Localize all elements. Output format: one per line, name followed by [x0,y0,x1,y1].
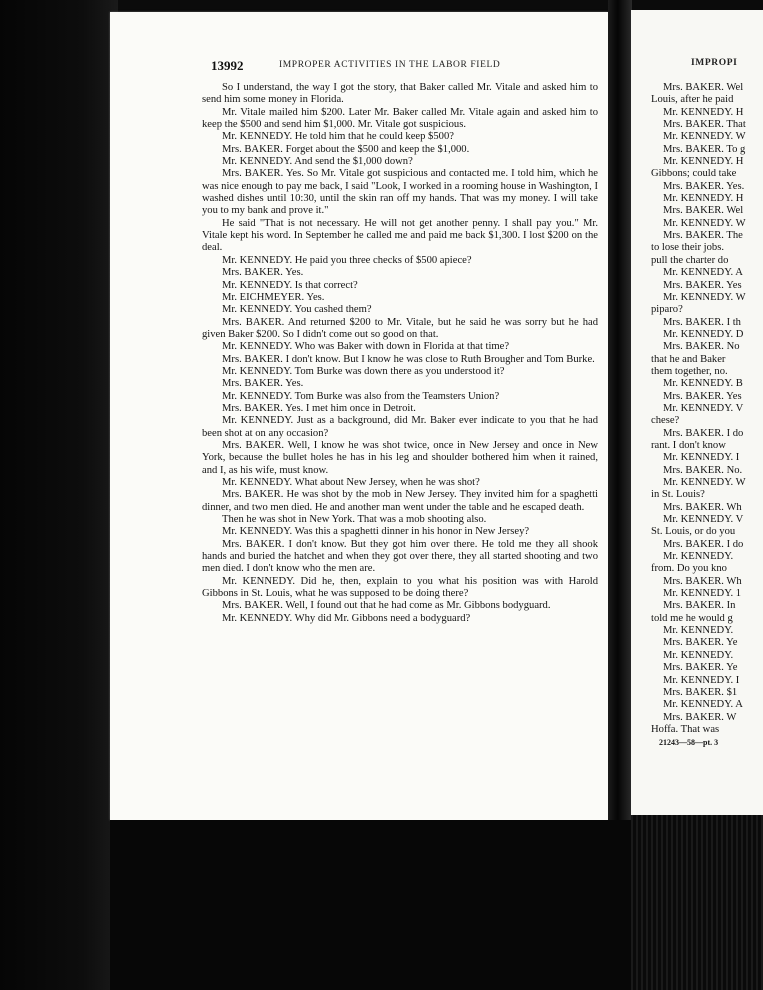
paragraph: Mr. KENNEDY. Tom Burke was down there as you understood it? [222,365,505,377]
paragraph: Mr. Vitale mailed him $200. Later Mr. Baker called Mr. Vitale again and asked him to keep the $500 and send him $1,000. Mr. Vitale got suspicious. [202,106,598,131]
paragraph: Mrs. BAKER. Forget about the $500 and keep the $1,000. [222,143,470,155]
text-line: Mr. KENNEDY. W [663,217,746,229]
text-line: to lose their jobs. [651,242,724,254]
paragraph: Mr. KENNEDY. Just as a background, did Mr. Baker ever indicate to you that he had been shot at on any occasion? [202,415,598,439]
paragraph: Mr. KENNEDY. He told him that he could keep $500? [222,131,454,143]
paragraph: Mr. KENNEDY. Is that correct? [222,279,358,291]
left-page-header [211,58,601,76]
paragraph: Mrs. BAKER. Yes. [222,378,304,390]
text-line: Mrs. BAKER. To g [663,143,746,155]
text-line: Mrs. BAKER. Wh [663,575,742,587]
paragraph: Mrs. BAKER. I don't know. But I know he was close to Ruth Brougher and Tom Burke. [222,353,595,365]
text-line: Mrs. BAKER. Yes. [663,180,745,192]
paragraph: Mrs. BAKER. I don't know. But they got him over there. He told me they all shook hands and buried the hatchet and when they got over there, they all started shooting and two men died. I don't know who the men are. [202,538,598,575]
paragraph: Mr. KENNEDY. Who was Baker with down in Florida at that time? [222,341,510,353]
text-line: chese? [651,415,680,427]
text-line: Mrs. BAKER. In [663,600,736,612]
paragraph: Mrs. BAKER. Yes. So Mr. Vitale got suspicious and contacted me. I told him, which he was nice enough to pay me back, I said "Look, I worked in a rooming house in Washington, I washed dishes until 10:30, until the skin ran off my hands. That was my money. I will take you to my bank and prove it." [202,168,598,217]
text-line: Mrs. BAKER. $1 [663,686,738,698]
text-line: Mrs. BAKER. Yes [663,390,742,402]
text-line: Mr. KENNEDY. [663,649,734,661]
paragraph: He said "That is not necessary. He will not get another penny. I shall pay you." Mr. Vitale kept his word. In September he called me and paid me back $1,300. I lost $200 on the deal. [202,217,598,254]
text-line: Mr. KENNEDY. B [663,378,743,390]
text-line: Mr. KENNEDY. W [663,477,746,488]
paragraph: Mrs. BAKER. Yes. [222,267,304,279]
text-line: Mrs. BAKER. Wel [663,205,744,217]
text-line: Mrs. BAKER. The [663,230,743,242]
paragraph: Mr. KENNEDY. He paid you three checks of $500 apiece? [222,254,472,266]
text-line: Mr. KENNEDY. I [663,674,740,686]
paragraph: So I understand, the way I got the story, that Baker called Mr. Vitale and asked him to send him some money in Florida. [202,82,598,106]
paragraph: Mrs. BAKER. Yes. I met him once in Detroit. [222,402,416,414]
paragraph: Mrs. BAKER. He was shot by the mob in New Jersey. They invited him for a spaghetti dinner, and two men died. He and another man went under the table and he escaped death. [202,489,598,513]
paragraph: Mr. KENNEDY. Did he, then, explain to you what his position was with Harold Gibbons in St. Louis, what he was supposed to be doing there? [202,575,598,600]
text-line: Mr. KENNEDY. A [663,267,743,279]
text-line: Mr. KENNEDY. D [663,328,744,340]
text-line: Mr. KENNEDY. A [663,699,743,711]
text-line: Mrs. BAKER. W [663,711,737,723]
scanner-edge-left [0,0,118,990]
text-line: Mr. KENNEDY. H [663,106,744,118]
text-line: Mrs. BAKER. Ye [663,637,738,649]
text-line: Mr. KENNEDY. W [663,131,746,143]
running-title: IMPROPER ACTIVITIES IN THE LABOR FIELD [279,60,501,70]
text-line: Mr. KENNEDY. [663,551,734,563]
paragraph: Mr. KENNEDY. Tom Burke was also from the Teamsters Union? [222,390,500,402]
page-number: 13992 [211,58,244,73]
text-line: Mr. KENNEDY. 1 [663,588,742,600]
paragraph: Mr. KENNEDY. You cashed them? [222,304,372,316]
text-line: rant. I don't know [651,439,726,451]
text-line: Mrs. BAKER. Ye [663,662,738,674]
text-line: Mr. KENNEDY. I [663,452,740,464]
text-line: Mrs. BAKER. Wel [663,82,744,93]
text-line: Gibbons; could take [651,168,737,180]
left-page-body [202,82,598,625]
text-line: in St. Louis? [651,489,705,501]
text-line: Mrs. BAKER. I do [663,538,744,550]
text-line: Hoffa. That was [651,723,720,735]
text-line: piparo? [651,304,683,316]
text-line: Mrs. BAKER. That [663,119,746,131]
page-footer-code: 21243—58—pt. 3 [659,738,719,748]
text-line: Mrs. BAKER. Yes [663,279,742,291]
text-line: Mrs. BAKER. I th [663,316,741,328]
text-line: Mr. KENNEDY. H [663,156,744,168]
text-line: pull the charter do [651,254,729,266]
text-line: told me he would g [651,612,733,624]
paragraph: Mrs. BAKER. And returned $200 to Mr. Vitale, but he said he was sorry but he had given Baker $200. So I didn't come out so good on that. [202,316,598,340]
text-line: Mr. KENNEDY. H [663,193,744,205]
paragraph: Then he was shot in New York. That was a mob shooting also. [222,514,487,526]
right-page-body [651,82,763,750]
text-line: Mr. KENNEDY. W [663,291,746,303]
paragraph: Mr. KENNEDY. Was this a spaghetti dinner in his honor in New Jersey? [222,526,530,538]
text-line: Louis, after he paid [651,94,734,106]
paragraph: Mrs. BAKER. Well, I know he was shot twice, once in New Jersey and once in New York, because the bullet holes he has in his leg and shoulder bothered him when it rained, and I, as his wife, must know. [202,439,598,476]
right-page-running-title: IMPROPI [691,58,738,68]
text-line: Mr. KENNEDY. V [663,514,744,526]
text-line: from. Do you kno [651,563,727,575]
text-line: St. Louis, or do you [651,526,736,538]
text-line: Mrs. BAKER. Wh [663,501,742,513]
paragraph: Mr. KENNEDY. What about New Jersey, when he was shot? [222,477,480,488]
paragraph: Mrs. BAKER. Well, I found out that he had come as Mr. Gibbons bodyguard. [222,600,551,612]
text-line: Mr. KENNEDY. V [663,402,744,414]
text-line: Mrs. BAKER. No. [663,464,743,476]
page-edge-stripes [631,815,763,990]
text-line: Mrs. BAKER. I do [663,427,744,439]
text-line: them together, no. [651,365,728,377]
paragraph: Mr. KENNEDY. Why did Mr. Gibbons need a bodyguard? [222,612,471,624]
text-line: Mrs. BAKER. No [663,341,740,353]
text-line: that he and Baker [651,353,726,365]
text-line: Mr. KENNEDY. [663,625,734,637]
paragraph: Mr. KENNEDY. And send the $1,000 down? [222,156,413,168]
paragraph: Mr. EICHMEYER. Yes. [222,291,325,303]
